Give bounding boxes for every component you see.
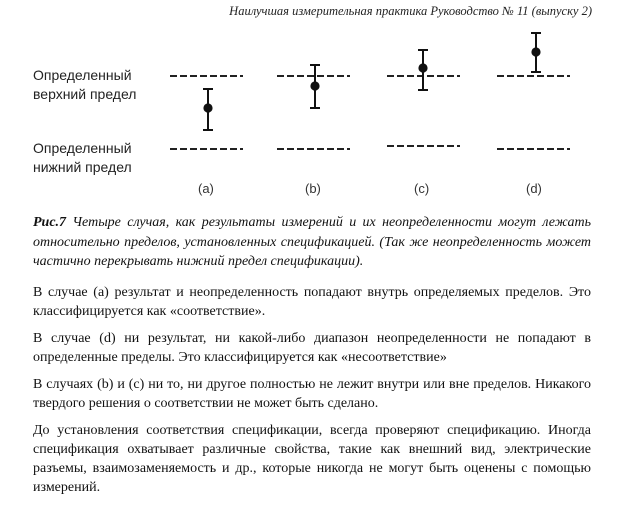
page-header: Наилучшая измерительная практика Руководство № 11 (выпуску 2) xyxy=(229,4,592,18)
case-label-c: (c) xyxy=(414,181,430,196)
caption-text: Четыре случая, как результаты измерений и их неопределенности могут лежать относительно пределов, установленных спецификацией. (Так же неопределенность может частично перекрывать нижний предел спецификации). xyxy=(33,215,591,269)
limits-figure xyxy=(0,0,624,200)
case-label-a: (a) xyxy=(198,181,214,196)
error-bar-a xyxy=(203,89,213,130)
lower-limit-label: Определенный нижний предел xyxy=(33,140,132,175)
error-bar-c xyxy=(418,50,428,90)
paragraph-case-d: В случае (d) ни результат, ни какой-либо диапазон неопределенности не попадают в определенные пределы. Это классифицируется как «несоответствие» xyxy=(33,331,591,365)
case-label-b: (b) xyxy=(305,181,321,196)
case-label-d: (d) xyxy=(526,181,542,196)
paragraph-cases-b-c: В случаях (b) и (c) ни то, ни другое полностью не лежит внутри или вне пределов. Никакого твердого решения о соответствии не может быть сделано. xyxy=(33,377,591,411)
upper-limit-label: Определенный верхний предел xyxy=(33,67,137,102)
paragraph-specification: До установления соответствия спецификации, всегда проверяют спецификацию. Иногда спецификация охватывает различные свойства, такие как внешний вид, электрические разъемы, взаимозаменяемость и др., которые никогда не могут быть оценены с помощью измерений. xyxy=(33,423,591,495)
caption-label: Рис.7 xyxy=(33,215,67,230)
error-bar-d xyxy=(531,33,541,72)
figure-caption xyxy=(33,213,591,272)
error-bar-b xyxy=(310,65,320,108)
paragraph-case-a: В случае (a) результат и неопределенность попадают внутрь определяемых пределов. Это классифицируется как «соответствие». xyxy=(33,285,591,319)
